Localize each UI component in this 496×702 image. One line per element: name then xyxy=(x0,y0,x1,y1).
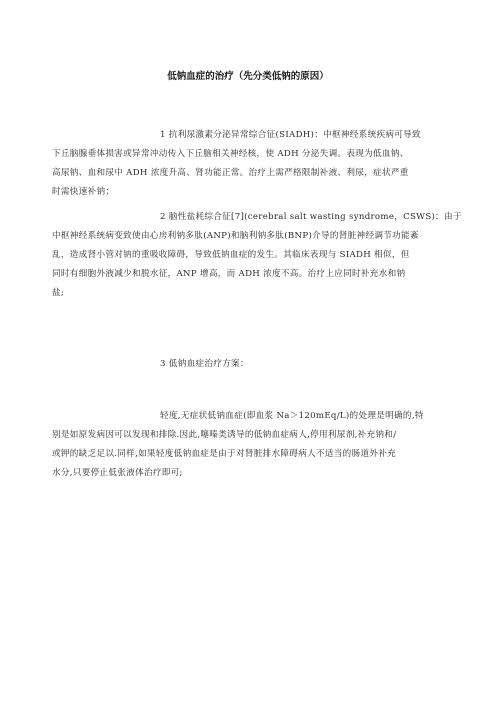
paragraph-line: 或钾的缺乏足以.同样,如果轻度低钠血症是由于对肾脏排水障碍病人不适当的肠道外补充 xyxy=(52,449,397,459)
paragraph-line: 高尿钠、血和尿中 ADH 浓度升高、肾功能正常。治疗上需严格限制补液、利尿，症状严重 xyxy=(52,168,409,178)
paragraph-line: 盐; xyxy=(52,288,65,298)
paragraph-line: 下丘脑腺垂体损害或异常冲动传入下丘脑相关神经核，使 ADH 分泌失调。表现为低血钠、 xyxy=(52,149,409,159)
paragraph-line: 3 低钠血症治疗方案： xyxy=(160,359,249,369)
paragraph-line: 水分,只要停止低张液体治疗即可; xyxy=(52,468,183,478)
paragraph-line: 中枢神经系统病变致使由心房利钠多肽(ANP)和脑利钠多肽(BNP)介导的肾脏神经调节功能紊 xyxy=(52,231,419,241)
paragraph-line: 2 脑性盐耗综合征[7](cerebral salt wasting syndrome，CSWS)：由于 xyxy=(160,212,462,222)
paragraph-line: 同时有细胞外液减少和脱水征，ANP 增高，而 ADH 浓度不高。治疗上应同时补充水和钠 xyxy=(52,269,406,279)
paragraph-line: 轻度,无症状低钠血症(即血浆 Na＞120mEq/L)的处理是明确的,特 xyxy=(160,411,424,421)
paragraph-mild-hyponatremia xyxy=(52,407,436,483)
document-title: 低钠血症的治疗（先分类低钠的原因） xyxy=(167,71,329,82)
paragraph-siadh xyxy=(52,126,436,202)
section-heading-treatment xyxy=(52,355,436,374)
paragraph-line: 时需快速补钠； xyxy=(52,187,115,197)
paragraph-line: 1 抗利尿激素分泌异常综合征(SIADH)：中枢神经系统疾病可导致 xyxy=(160,130,421,140)
paragraph-line: 别是如原发病因可以发现和排除.因此,噻嗪类诱导的低钠血症病人,停用利尿剂,补充钠和/ xyxy=(52,430,397,440)
paragraph-csws xyxy=(52,208,462,303)
paragraph-line: 乱，造成肾小管对钠的重吸收障碍，导致低钠血症的发生。其临床表现与 SIADH 相似，但 xyxy=(52,250,410,260)
